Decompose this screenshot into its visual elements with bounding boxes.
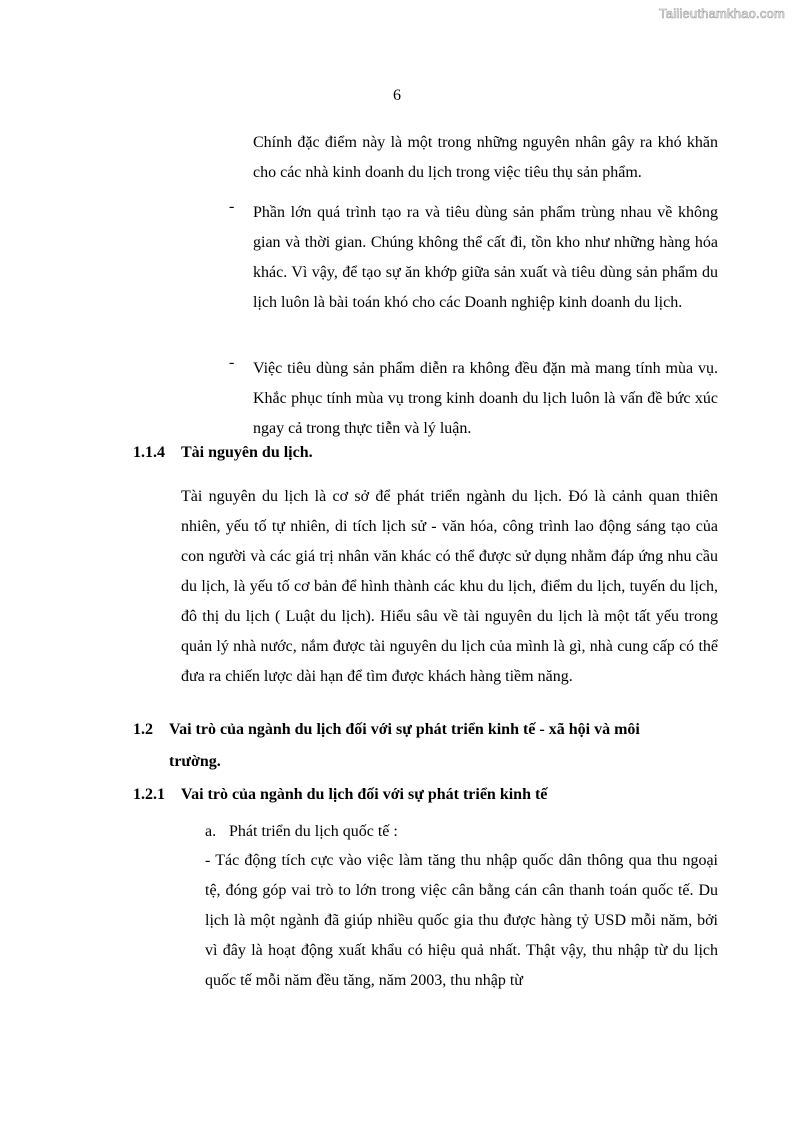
section-number: 1.2.1 [133, 786, 165, 803]
intro-paragraph: Chính đặc điểm này là một trong những nguyên nhân gây ra khó khăn cho các nhà kinh doanh du lịch trong việc tiêu thụ sản phẩm. [253, 134, 718, 181]
section-title: Tài nguyên du lịch. [181, 444, 313, 461]
section-number: 1.1.4 [133, 444, 165, 461]
bullet-marker: - [229, 198, 235, 215]
section-title: Vai trò của ngành du lịch đối với sự phát triển kinh tế - xã hội và môi [169, 721, 640, 738]
section-title: Vai trò của ngành du lịch đối với sự phát triển kinh tế [181, 786, 548, 803]
page-number: 6 [393, 87, 401, 104]
section-heading-1-1-4 [133, 444, 313, 462]
subsection-paragraph: - Tác động tích cực vào việc làm tăng thu nhập quốc dân thông qua thu ngoại tệ, đóng góp vai trò to lớn trong việc cân bằng cán cân thanh toán quốc tế. Du lịch là một ngành đã giúp nhiều quốc gia thu được hàng tỷ USD mỗi năm, bởi vì đây là hoạt động xuất khẩu có hiệu quả nhất. Thật vậy, thu nhập từ du lịch quốc tế mỗi năm đều tăng, năm 2003, thu nhập từ [205, 852, 718, 989]
watermark: Tailieuthamkhao.com [659, 6, 785, 21]
bullet-item: Việc tiêu dùng sản phẩm diễn ra không đều đặn mà mang tính mùa vụ. Khắc phục tính mùa vụ trong kinh doanh du lịch luôn là vấn đề bức xúc ngay cả trong thực tiễn và lý luận. [253, 360, 718, 437]
subsection-label: a. [205, 823, 217, 840]
subsection-title: Phát triển du lịch quốc tế : [229, 823, 398, 840]
section-heading-1-2 [133, 721, 640, 739]
section-paragraph: Tài nguyên du lịch là cơ sở để phát triển ngành du lịch. Đó là cảnh quan thiên nhiên, yếu tố tự nhiên, di tích lịch sử - văn hóa, công trình lao động sáng tạo của con người và các giá trị nhân văn khác có thể được sử dụng nhằm đáp ứng nhu cầu du lịch, là yếu tố cơ bản để hình thành các khu du lịch, điểm du lịch, tuyến du lịch, đô thị du lịch ( Luật du lịch). Hiểu sâu về tài nguyên du lịch là một tất yếu trong quản lý nhà nước, nắm được tài nguyên du lịch của mình là gì, nhà cung cấp có thể đưa ra chiến lược dài hạn để tìm được khách hàng tiềm năng. [181, 488, 718, 685]
subsection-heading-a [205, 823, 398, 841]
section-heading-1-2-continued: trường. [169, 753, 221, 770]
bullet-item: Phần lớn quá trình tạo ra và tiêu dùng sản phẩm trùng nhau về không gian và thời gian. Chúng không thể cất đi, tồn kho như những hàng hóa khác. Vì vậy, để tạo sự ăn khớp giữa sản xuất và tiêu dùng sản phẩm du lịch luôn là bài toán khó cho các Doanh nghiệp kinh doanh du lịch. [253, 204, 718, 311]
section-heading-1-2-1 [133, 786, 547, 804]
bullet-marker: - [229, 354, 235, 371]
section-number: 1.2 [133, 721, 153, 738]
